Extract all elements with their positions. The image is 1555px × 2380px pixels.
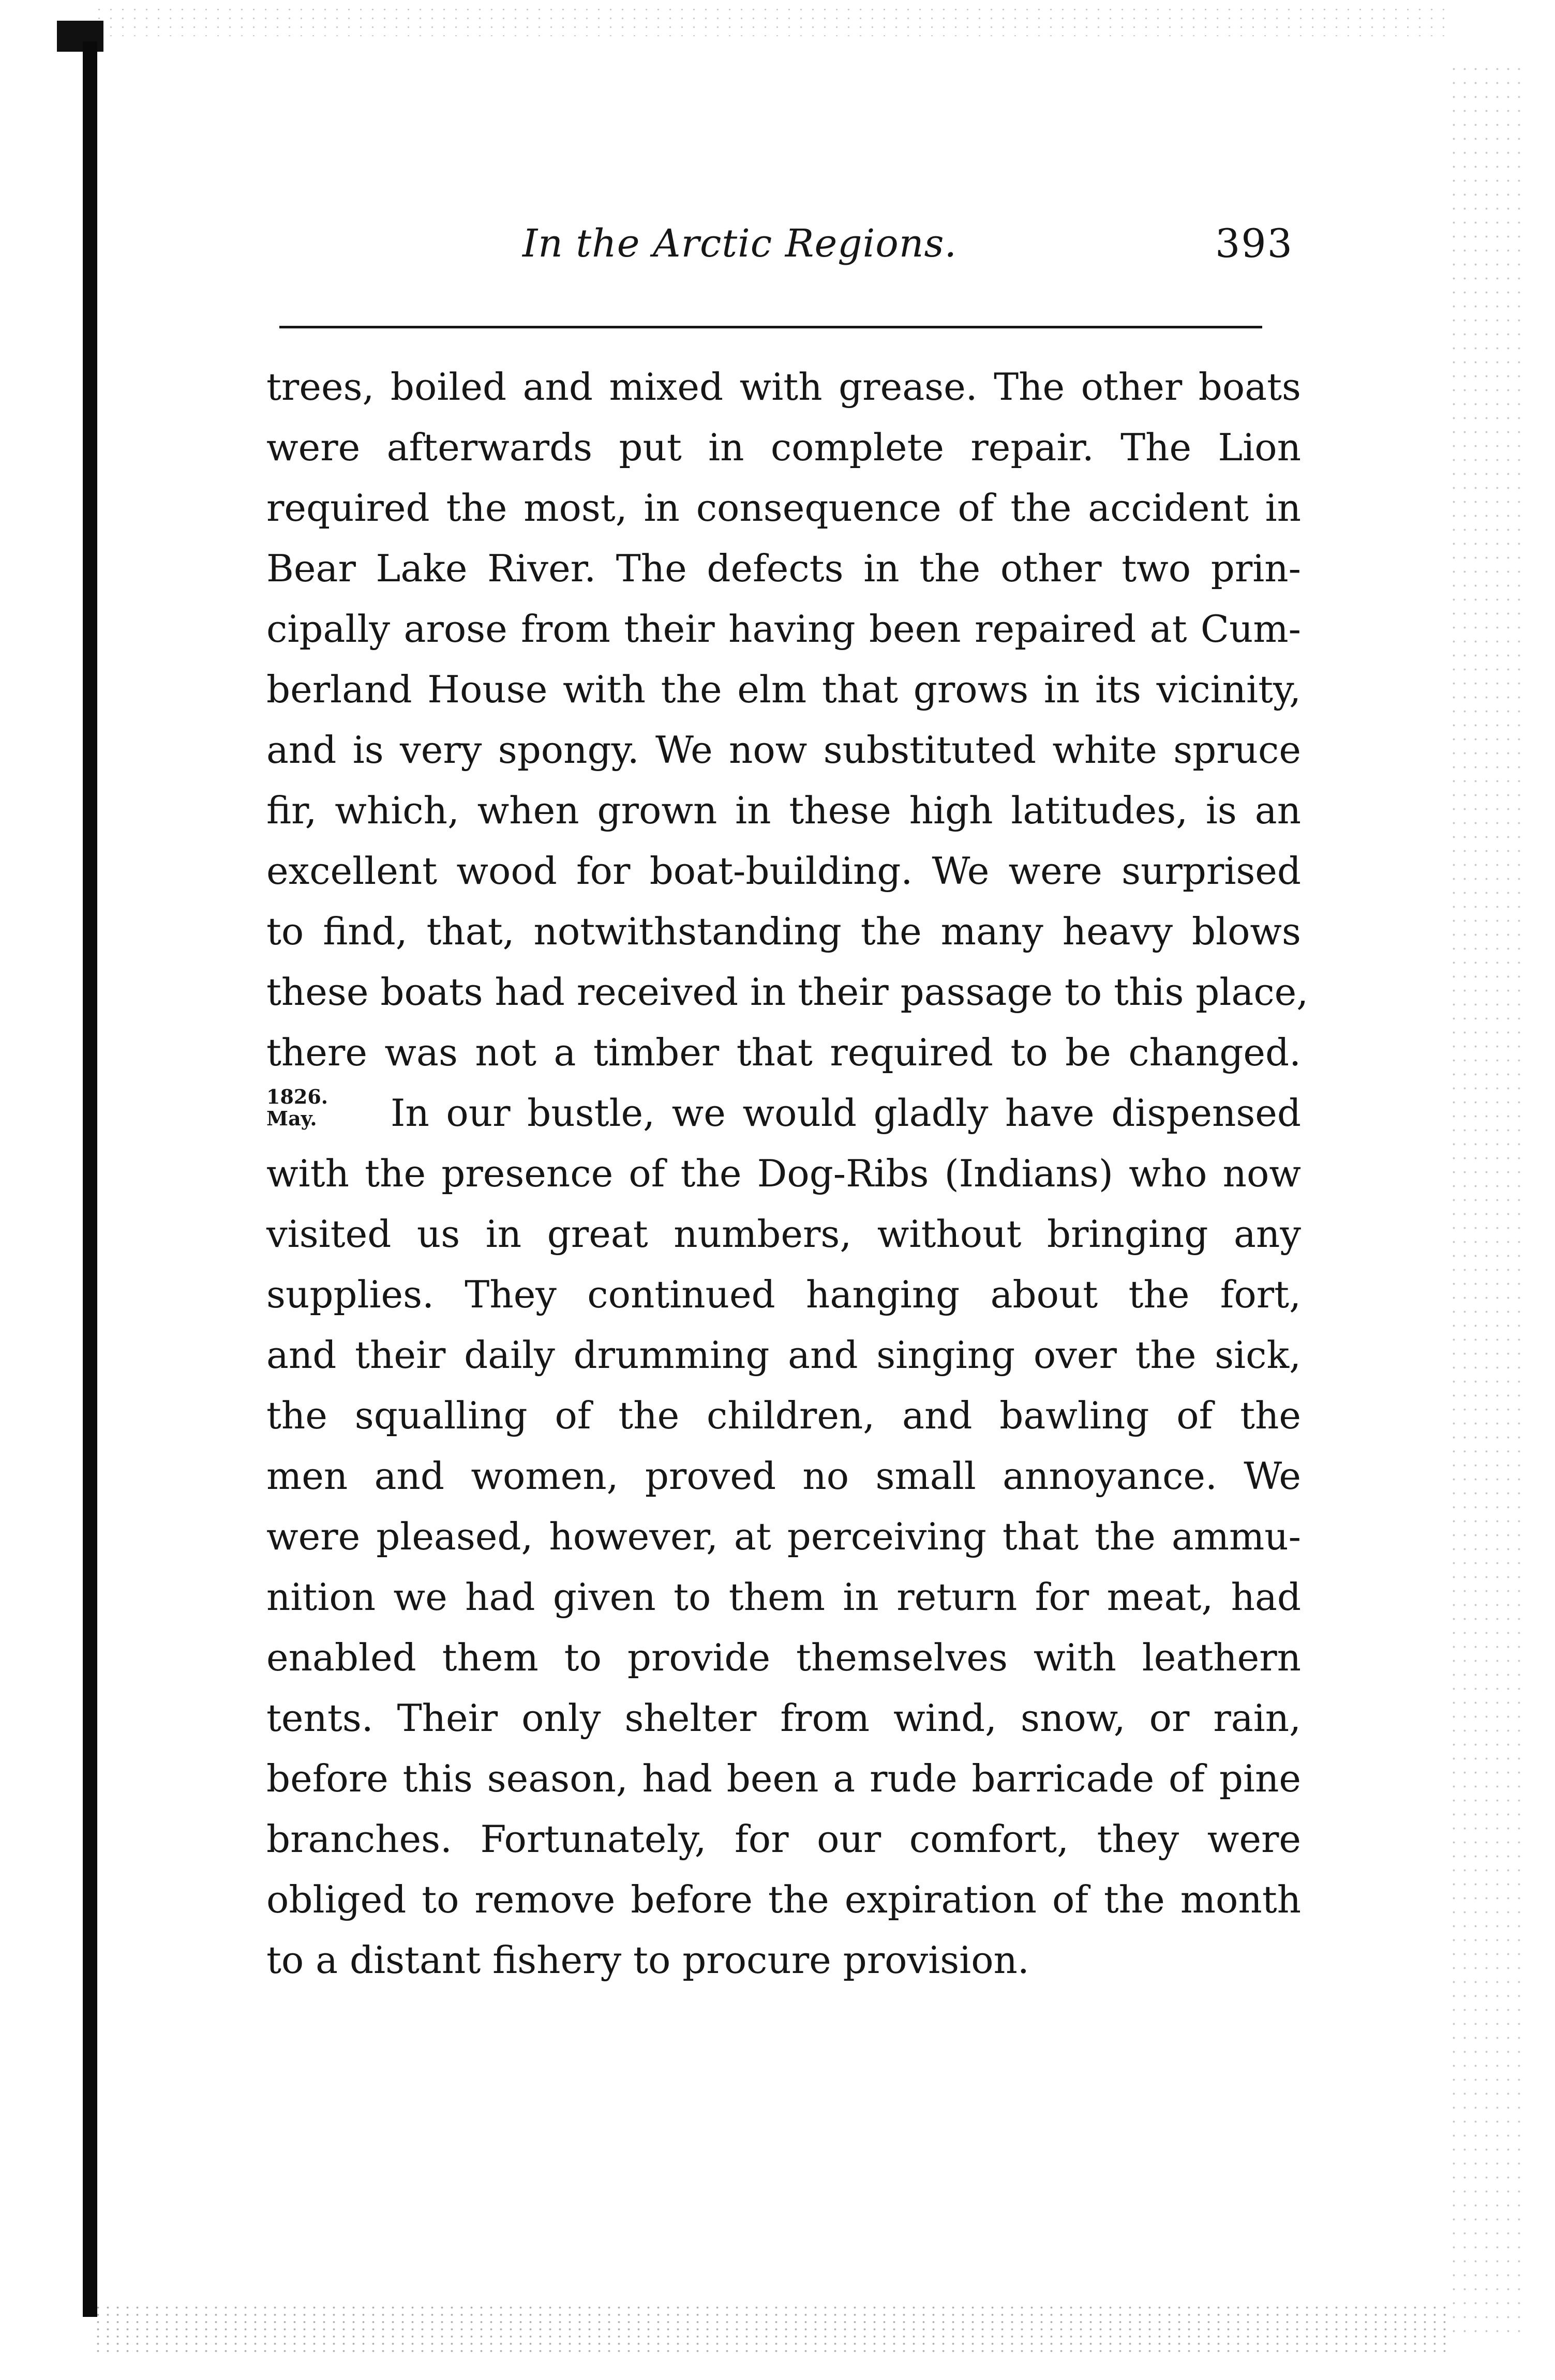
text-line: the squalling of the children, and bawling of the (266, 1394, 1301, 1437)
text-line: were pleased, however, at perceiving that the ammu- (266, 1515, 1301, 1558)
text-line: cipally arose from their having been repaired at Cum- (266, 607, 1301, 651)
running-head-title: In the Arctic Regions. (522, 221, 958, 266)
text-line: were afterwards put in complete repair. The Lion (266, 426, 1301, 469)
body-text (266, 357, 1309, 1991)
margin-note-month: May. (266, 1107, 317, 1130)
binding-edge (83, 41, 97, 2317)
text-line: men and women, proved no small annoyance. We (266, 1454, 1301, 1498)
text-line: with the presence of the Dog-Ribs (Indians) who now (266, 1152, 1301, 1195)
page-number: 393 (1215, 220, 1293, 266)
text-line: trees, boiled and mixed with grease. The other boats (266, 365, 1301, 409)
text-line: enabled them to provide themselves with leathern (266, 1636, 1301, 1679)
text-line: required the most, in consequence of the accident in (266, 486, 1301, 530)
text-line: and is very spongy. We now substituted white spruce (266, 728, 1301, 772)
text-line: nition we had given to them in return for meat, had (266, 1575, 1301, 1619)
text-line: excellent wood for boat-building. We were surprised (266, 849, 1301, 893)
text-line: In our bustle, we would gladly have dispensed (391, 1091, 1301, 1135)
text-line: branches. Fortunately, for our comfort, they were (266, 1817, 1301, 1861)
text-line: to a distant fishery to procure provision. (266, 1938, 1029, 1982)
text-line: before this season, had been a rude barricade of pine (266, 1757, 1301, 1800)
text-line: there was not a timber that required to be changed. (266, 1031, 1301, 1074)
running-head (279, 217, 1293, 284)
margin-note-year: 1826. (266, 1085, 328, 1108)
scan-speckle-bottom (93, 2304, 1448, 2356)
text-line: and their daily drumming and singing over the sick, (266, 1333, 1301, 1377)
text-line: obliged to remove before the expiration of the month (266, 1878, 1301, 1921)
text-line: to find, that, notwithstanding the many heavy blows (266, 910, 1301, 953)
text-line: Bear Lake River. The defects in the other two prin- (266, 547, 1301, 590)
scan-speckle-top (93, 5, 1448, 36)
text-line: tents. Their only shelter from wind, snow, or rain, (266, 1696, 1301, 1740)
text-line: berland House with the elm that grows in its vicinity, (266, 668, 1301, 711)
text-line: supplies. They continued hanging about the fort, (266, 1273, 1301, 1316)
text-line: these boats had received in their passage to this place, (266, 970, 1309, 1014)
text-line: visited us in great numbers, without bringing any (266, 1212, 1301, 1256)
text-line: fir, which, when grown in these high latitudes, is an (266, 789, 1301, 832)
header-rule (279, 326, 1262, 328)
scan-speckle-right (1448, 62, 1521, 2338)
